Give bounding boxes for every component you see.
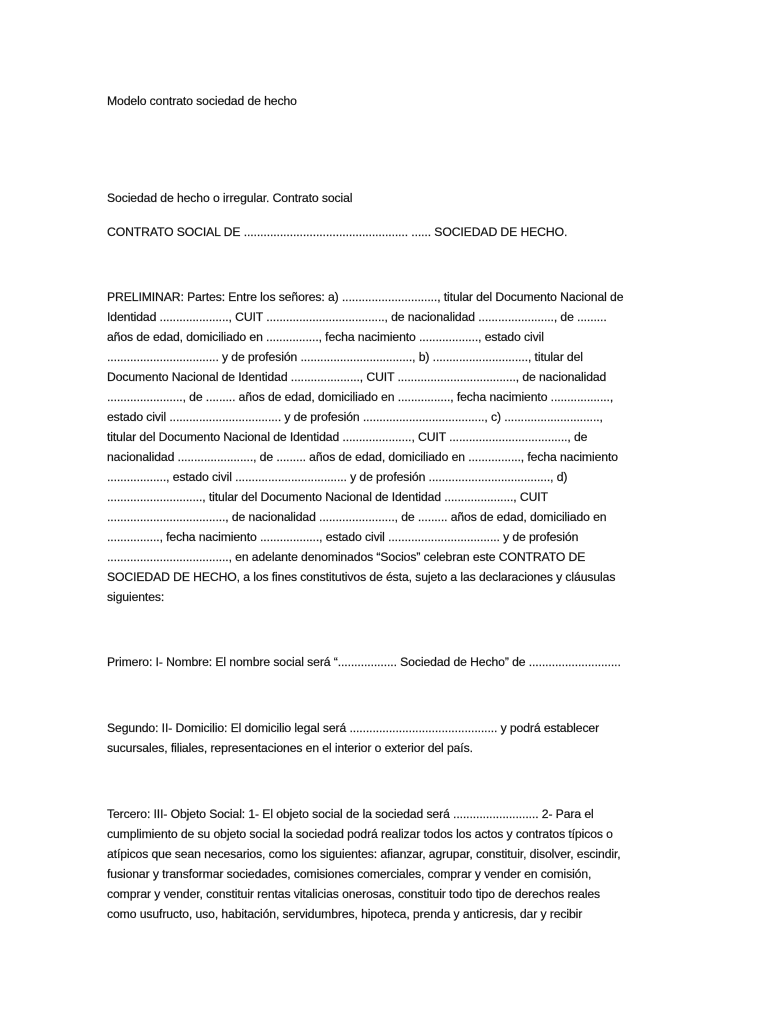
document-title: Modelo contrato sociedad de hecho	[107, 94, 297, 108]
text-line: .................................. y de profesión .................................., b) ............................., titular del	[107, 350, 583, 364]
text-line: sucursales, filiales, representaciones en el interior o exterior del país.	[107, 741, 473, 755]
contract-heading: CONTRATO SOCIAL DE .................................................. ...... SOCIEDAD DE HECHO.	[107, 225, 568, 239]
text-line: atípicos que sean necesarios, como los siguientes: afianzar, agrupar, constituir, disolver, escindir,	[107, 847, 621, 861]
text-line: ...................................., de nacionalidad ......................., de ......... años de edad, domiciliado en	[107, 510, 607, 524]
text-line: SOCIEDAD DE HECHO, a los fines constitutivos de ésta, sujeto a las declaraciones y cláusulas	[107, 570, 616, 584]
paragraph-segundo	[107, 718, 747, 758]
text-line: titular del Documento Nacional de Identidad ....................., CUIT ...................................., de	[107, 430, 588, 444]
text-line: Documento Nacional de Identidad ....................., CUIT ...................................., de nacionalidad	[107, 370, 607, 384]
text-line: nacionalidad ......................., de ......... años de edad, domiciliado en ................, fecha nacimiento	[107, 450, 618, 464]
paragraph-primero	[107, 652, 747, 672]
paragraph-tercero	[107, 804, 747, 924]
text-line: como usufructo, uso, habitación, servidumbres, hipoteca, prenda y anticresis, dar y recibir	[107, 907, 583, 921]
text-line: siguientes:	[107, 590, 165, 604]
text-line: .................., estado civil .................................. y de profesión ....................................., d)	[107, 470, 568, 484]
text-line: Primero: I- Nombre: El nombre social será “.................. Sociedad de Hecho” de ............................	[107, 655, 621, 669]
text-line: estado civil .................................. y de profesión ....................................., c) .............................,	[107, 410, 603, 424]
text-line: PRELIMINAR: Partes: Entre los señores: a) ............................., titular del Documento Nacional de	[107, 290, 624, 304]
text-line: comprar y vender, constituir rentas vitalicias onerosas, constituir todo tipo de derechos reales	[107, 887, 601, 901]
text-line: ....................................., en adelante denominados “Socios” celebran este CONTRATO DE	[107, 550, 586, 564]
text-line: cumplimiento de su objeto social la sociedad podrá realizar todos los actos y contratos típicos o	[107, 827, 613, 841]
text-line: años de edad, domiciliado en ................, fecha nacimiento .................., estado civil	[107, 330, 544, 344]
text-line: fusionar y transformar sociedades, comisiones comerciales, comprar y vender en comisión,	[107, 867, 592, 881]
paragraph-preliminar	[107, 287, 747, 607]
text-line: ......................., de ......... años de edad, domiciliado en ................, fecha nacimiento ..................,	[107, 390, 614, 404]
text-line: Segundo: II- Domicilio: El domicilio legal será ............................................. y podrá establecer	[107, 721, 600, 735]
text-line: Identidad ....................., CUIT ...................................., de nacionalidad ......................., de .........	[107, 310, 607, 324]
text-line: ................, fecha nacimiento .................., estado civil .................................. y de profesión	[107, 530, 579, 544]
document-subtitle: Sociedad de hecho o irregular. Contrato social	[107, 191, 353, 205]
text-line: ............................., titular del Documento Nacional de Identidad ....................., CUIT	[107, 490, 548, 504]
text-line: Tercero: III- Objeto Social: 1- El objeto social de la sociedad será .......................... 2- Para el	[107, 807, 594, 821]
